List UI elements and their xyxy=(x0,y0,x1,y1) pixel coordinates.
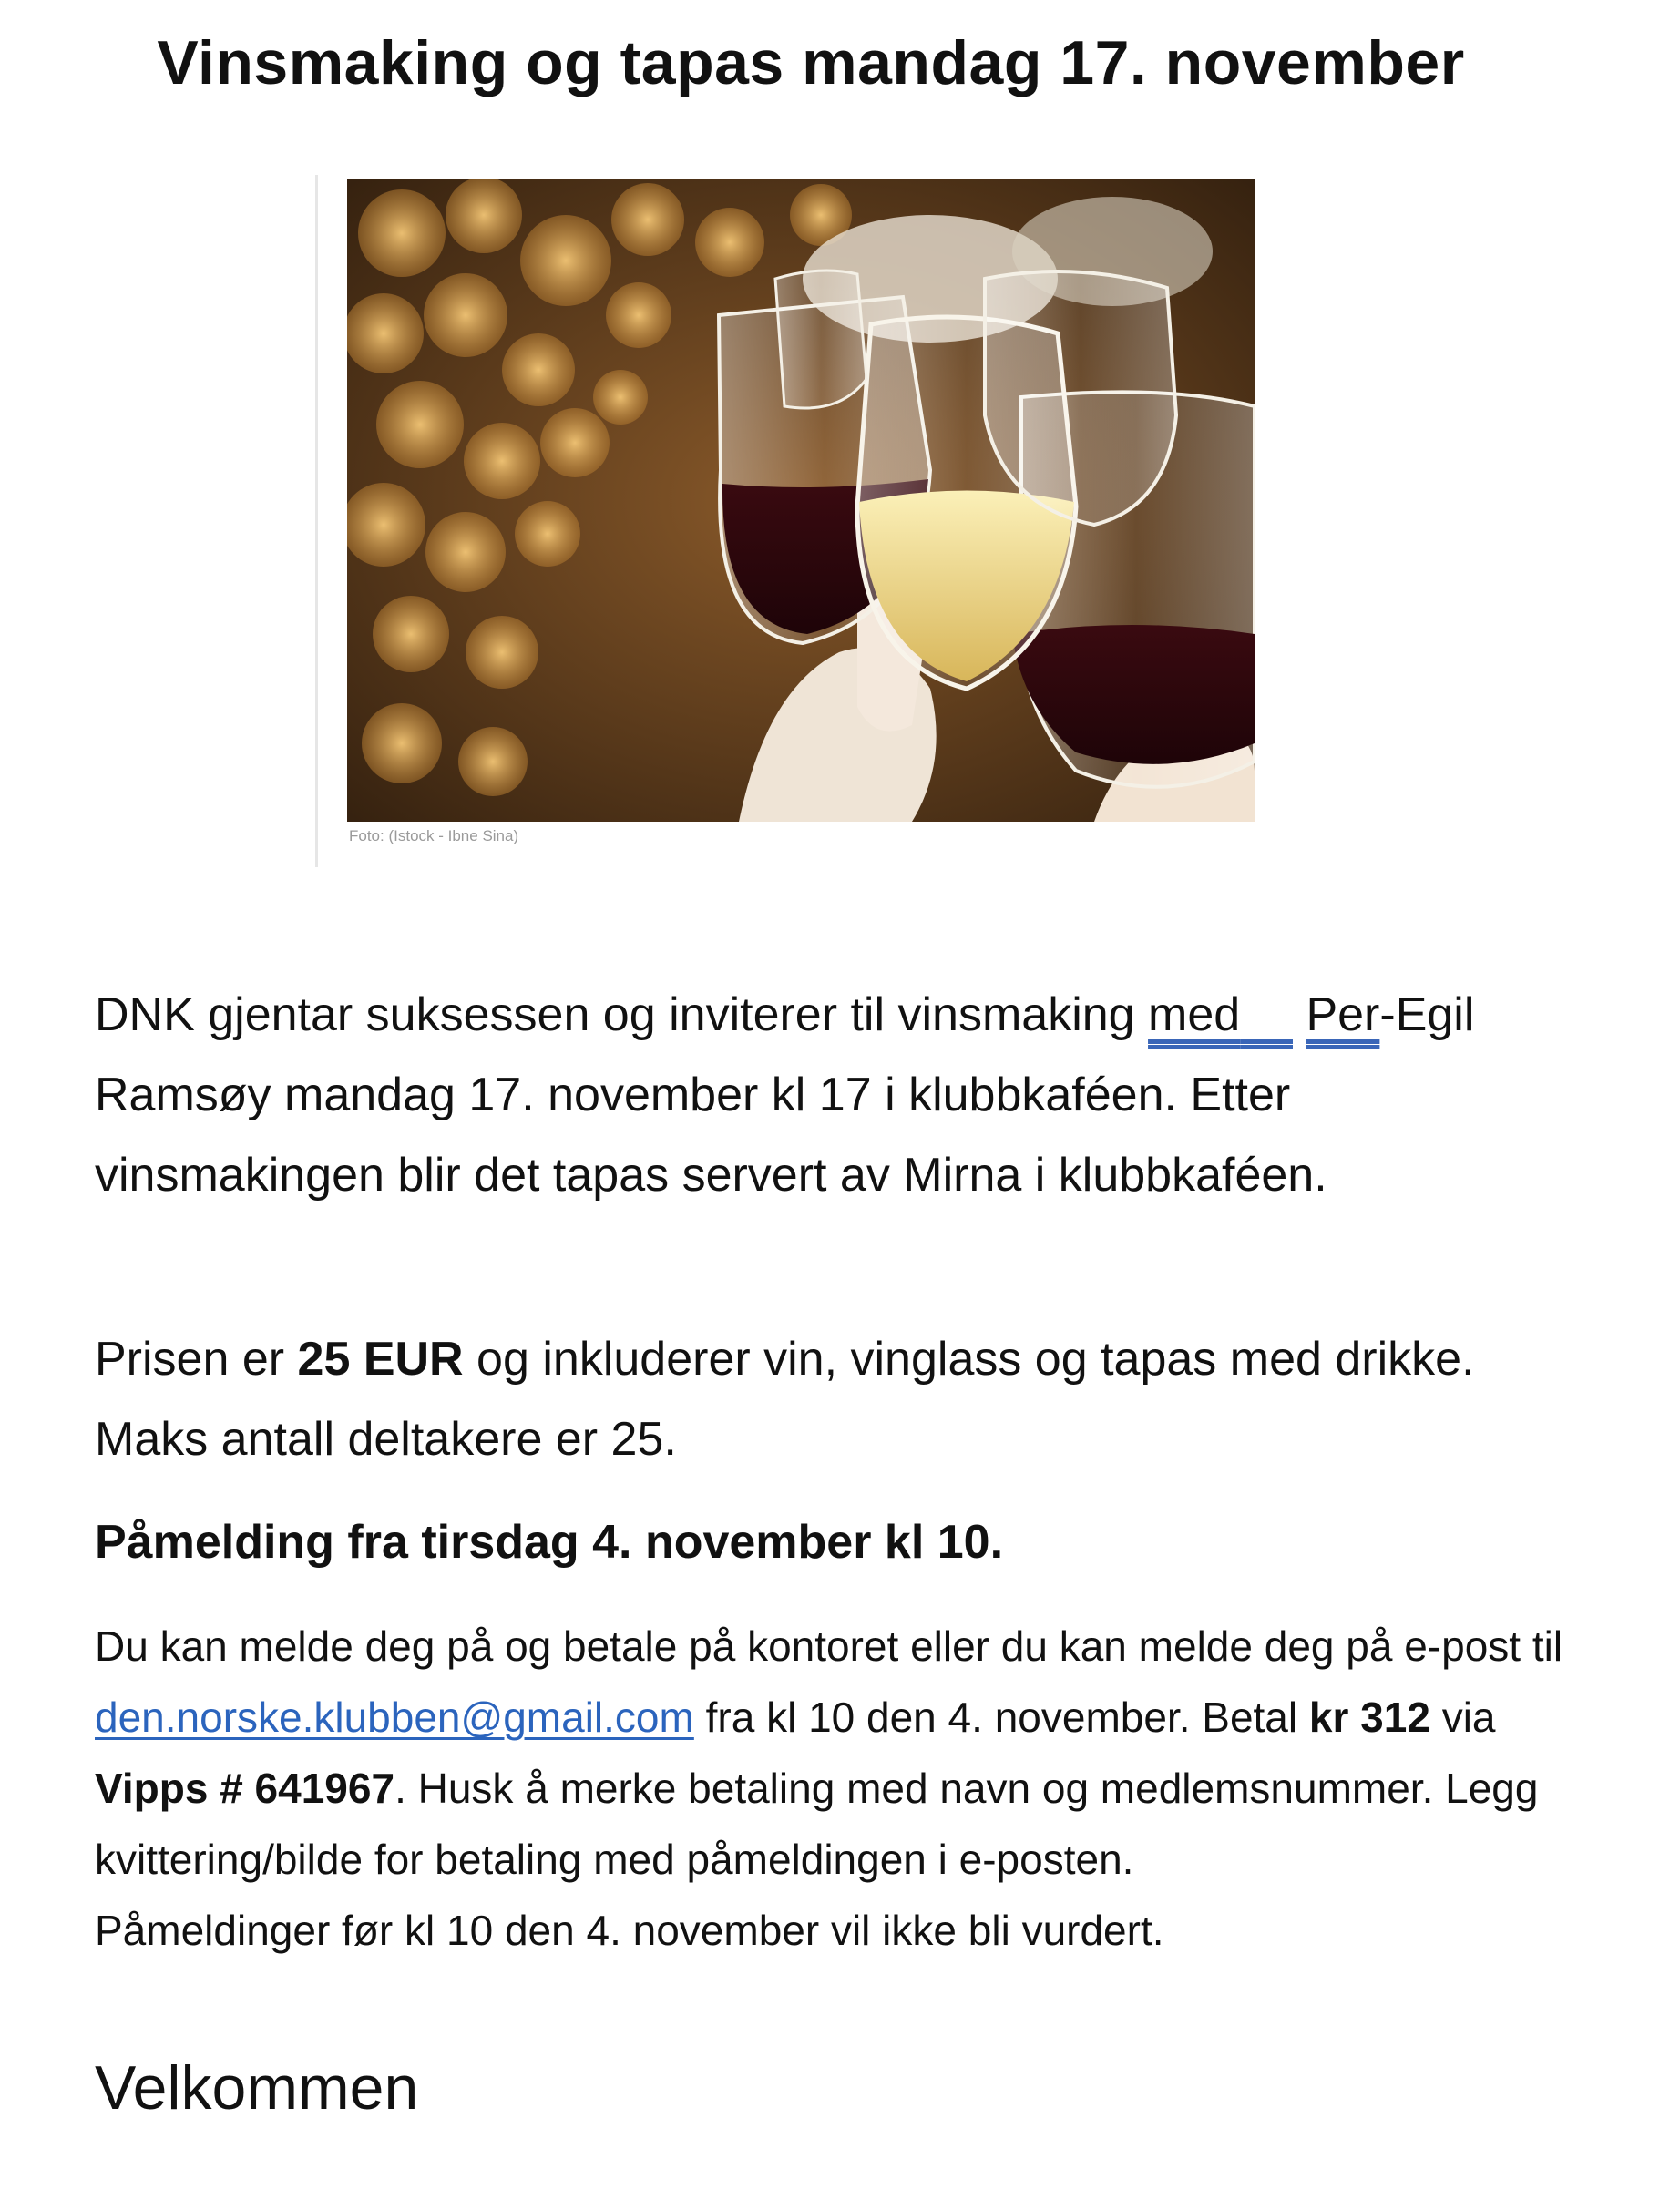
photo-caption: Foto: (Istock - Ibne Sina) xyxy=(349,827,519,844)
price-text-end: og inkluderer vin, vinglass og tapas med drikke. Maks antall deltakere er 25. xyxy=(95,1333,1475,1466)
price-amount: 25 EUR xyxy=(297,1333,464,1386)
intro-paragraph xyxy=(95,975,1589,1215)
intro-text-med: med xyxy=(1148,988,1241,1041)
photo-figure xyxy=(315,175,1265,867)
registration-text-2: fra kl 10 den 4. november. Betal xyxy=(693,1693,1309,1741)
registration-info xyxy=(95,1611,1589,1966)
registration-heading: Påmelding fra tirsdag 4. november kl 10. xyxy=(95,1516,1004,1569)
wine-glasses-photo xyxy=(347,179,1255,822)
payment-amount: kr 312 xyxy=(1308,1693,1430,1741)
registration-text-4: . Husk å merke betaling med navn og medlemsnummer. Legg kvittering/bilde for betaling med påmeldingen i e-posten. xyxy=(95,1765,1539,1883)
intro-text-per: Per xyxy=(1306,988,1380,1041)
price-paragraph xyxy=(95,1319,1589,1479)
registration-text-1: Du kan melde deg på og betale på kontoret eller du kan melde deg på e-post til xyxy=(95,1622,1563,1670)
vipps-number: Vipps # 641967 xyxy=(95,1765,395,1812)
registration-text-3: via xyxy=(1429,1693,1496,1741)
intro-text-end: -Egil Ramsøy mandag 17. november kl 17 i klubbkaféen. Etter vinsmakingen blir det tapas servert av Mirna i klubbkaféen. xyxy=(95,988,1475,1202)
intro-text-start: DNK gjentar suksessen og inviterer til vinsmaking xyxy=(95,988,1149,1041)
price-text-start: Prisen er xyxy=(95,1333,298,1386)
email-link[interactable]: den.norske.klubben@gmail.com xyxy=(95,1693,694,1741)
registration-warning: Påmeldinger før kl 10 den 4. november vil ikke bli vurdert. xyxy=(95,1907,1164,1954)
closing-text: Velkommen xyxy=(95,2053,419,2123)
page-title: Vinsmaking og tapas mandag 17. november xyxy=(157,28,1465,97)
